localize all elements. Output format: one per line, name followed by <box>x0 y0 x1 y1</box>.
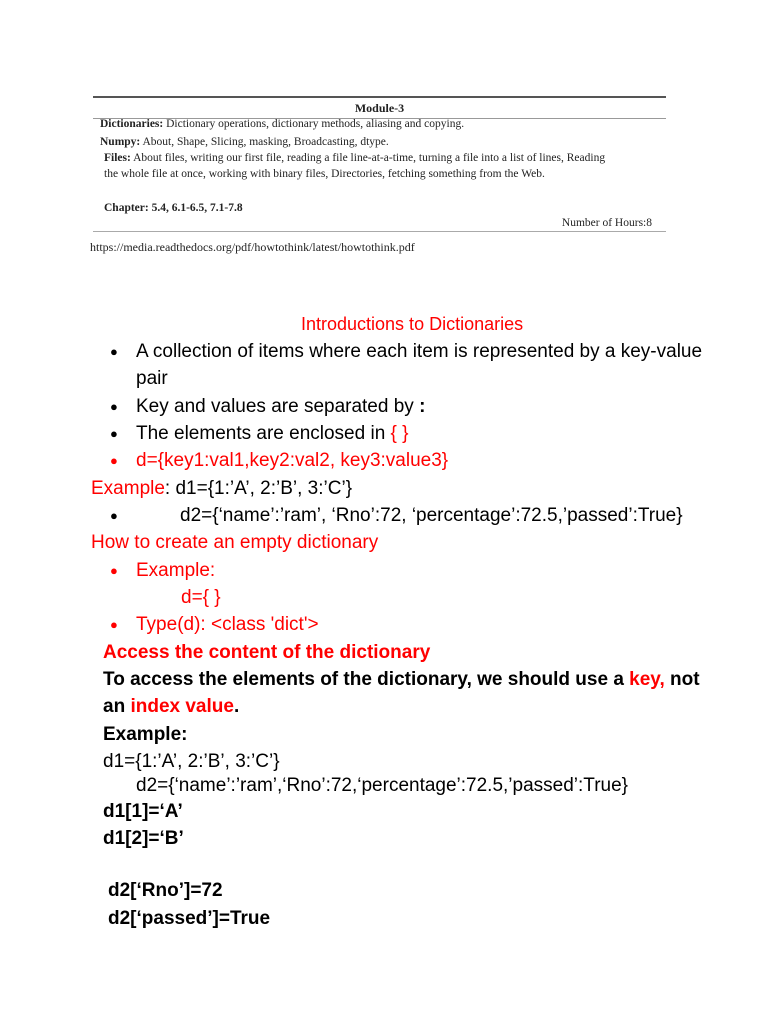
module-syllabus-box <box>93 96 666 232</box>
empty-type-text: Type(d): <class 'dict'> <box>136 614 319 635</box>
empty-type-bullet <box>136 614 319 636</box>
access-line2 <box>103 696 239 718</box>
module-numpy-label: Numpy: <box>100 136 141 148</box>
access-line1 <box>103 669 700 691</box>
intro-title: Introductions to Dictionaries <box>301 314 524 334</box>
access-example-label: Example: <box>103 724 188 745</box>
intro-bullet-3 <box>136 423 409 445</box>
module-files-label: Files: <box>104 152 131 164</box>
intro-bullet-2 <box>136 396 425 418</box>
module-files-text1: About files, writing our first file, reading a file line-at-a-time, turning a file into a list of lines, Reading <box>130 152 606 164</box>
intro-example-text: : d1={1:’A’, 2:’B’, 3:’C’} <box>164 478 353 499</box>
intro-d2-text: d2={‘name’:’ram’, ‘Rno’:72, ‘percentage’:72.5,’passed’:True} <box>180 505 683 526</box>
intro-d2-bullet <box>136 505 683 527</box>
access-line2-b: . <box>233 696 240 717</box>
module-dict-text: Dictionary operations, dictionary methods, aliasing and copying. <box>163 118 465 130</box>
intro-bullet-2-colon: : <box>419 396 426 417</box>
access-d2: d2={‘name’:’ram’,‘Rno’:72,‘percentage’:72.5,’passed’:True} <box>136 775 629 796</box>
intro-example-label: Example <box>91 478 165 499</box>
intro-bullet-4-text: d={key1:val1,key2:val2, key3:value3} <box>136 450 449 471</box>
module-title: Module-3 <box>354 101 405 115</box>
access-d1: d1={1:’A’, 2:’B’, 3:’C’} <box>103 751 280 772</box>
empty-d: d={ } <box>181 587 221 608</box>
access-key: key, <box>629 669 665 690</box>
module-files-line2: the whole file at once, working with binary files, Directories, fetching something from the Web. <box>104 168 545 180</box>
empty-title: How to create an empty dictionary <box>91 532 379 553</box>
access-result-4: d2[‘passed’]=True <box>108 908 271 929</box>
access-title: Access the content of the dictionary <box>103 642 431 663</box>
intro-bullet-1-line1: A collection of items where each item is represented by a key-value <box>136 341 703 362</box>
access-line1-b: not <box>664 669 700 690</box>
intro-bullet-3-text: The elements are enclosed in <box>136 423 391 444</box>
access-result-1: d1[1]=‘A’ <box>103 801 183 822</box>
access-index-value: index value <box>130 696 234 717</box>
access-line2-a: an <box>103 696 131 717</box>
module-numpy-text: About, Shape, Slicing, masking, Broadcasting, dtype. <box>140 136 389 148</box>
source-url: https://media.readthedocs.org/pdf/howtothink/latest/howtothink.pdf <box>90 240 415 254</box>
empty-example-label: Example: <box>136 560 216 581</box>
module-hours: Number of Hours:8 <box>561 217 652 229</box>
empty-example-bullet <box>136 560 215 582</box>
intro-example-line <box>91 478 352 500</box>
intro-bullet-3-braces: { } <box>390 423 409 444</box>
module-dictionaries-line <box>100 118 464 130</box>
access-result-3: d2[‘Rno’]=72 <box>108 880 223 901</box>
access-line1-a: To access the elements of the dictionary, we should use a <box>103 669 630 690</box>
module-numpy-line <box>100 136 389 148</box>
intro-bullet-4 <box>136 450 448 472</box>
module-files-line <box>104 152 605 164</box>
access-result-2: d1[2]=‘B’ <box>103 828 184 849</box>
module-dict-label: Dictionaries: <box>100 118 164 130</box>
intro-bullet-1 <box>136 341 702 363</box>
intro-bullet-2-text: Key and values are separated by <box>136 396 420 417</box>
intro-bullet-1-line2: pair <box>136 368 168 389</box>
module-chapter: Chapter: 5.4, 6.1-6.5, 7.1-7.8 <box>104 202 243 214</box>
